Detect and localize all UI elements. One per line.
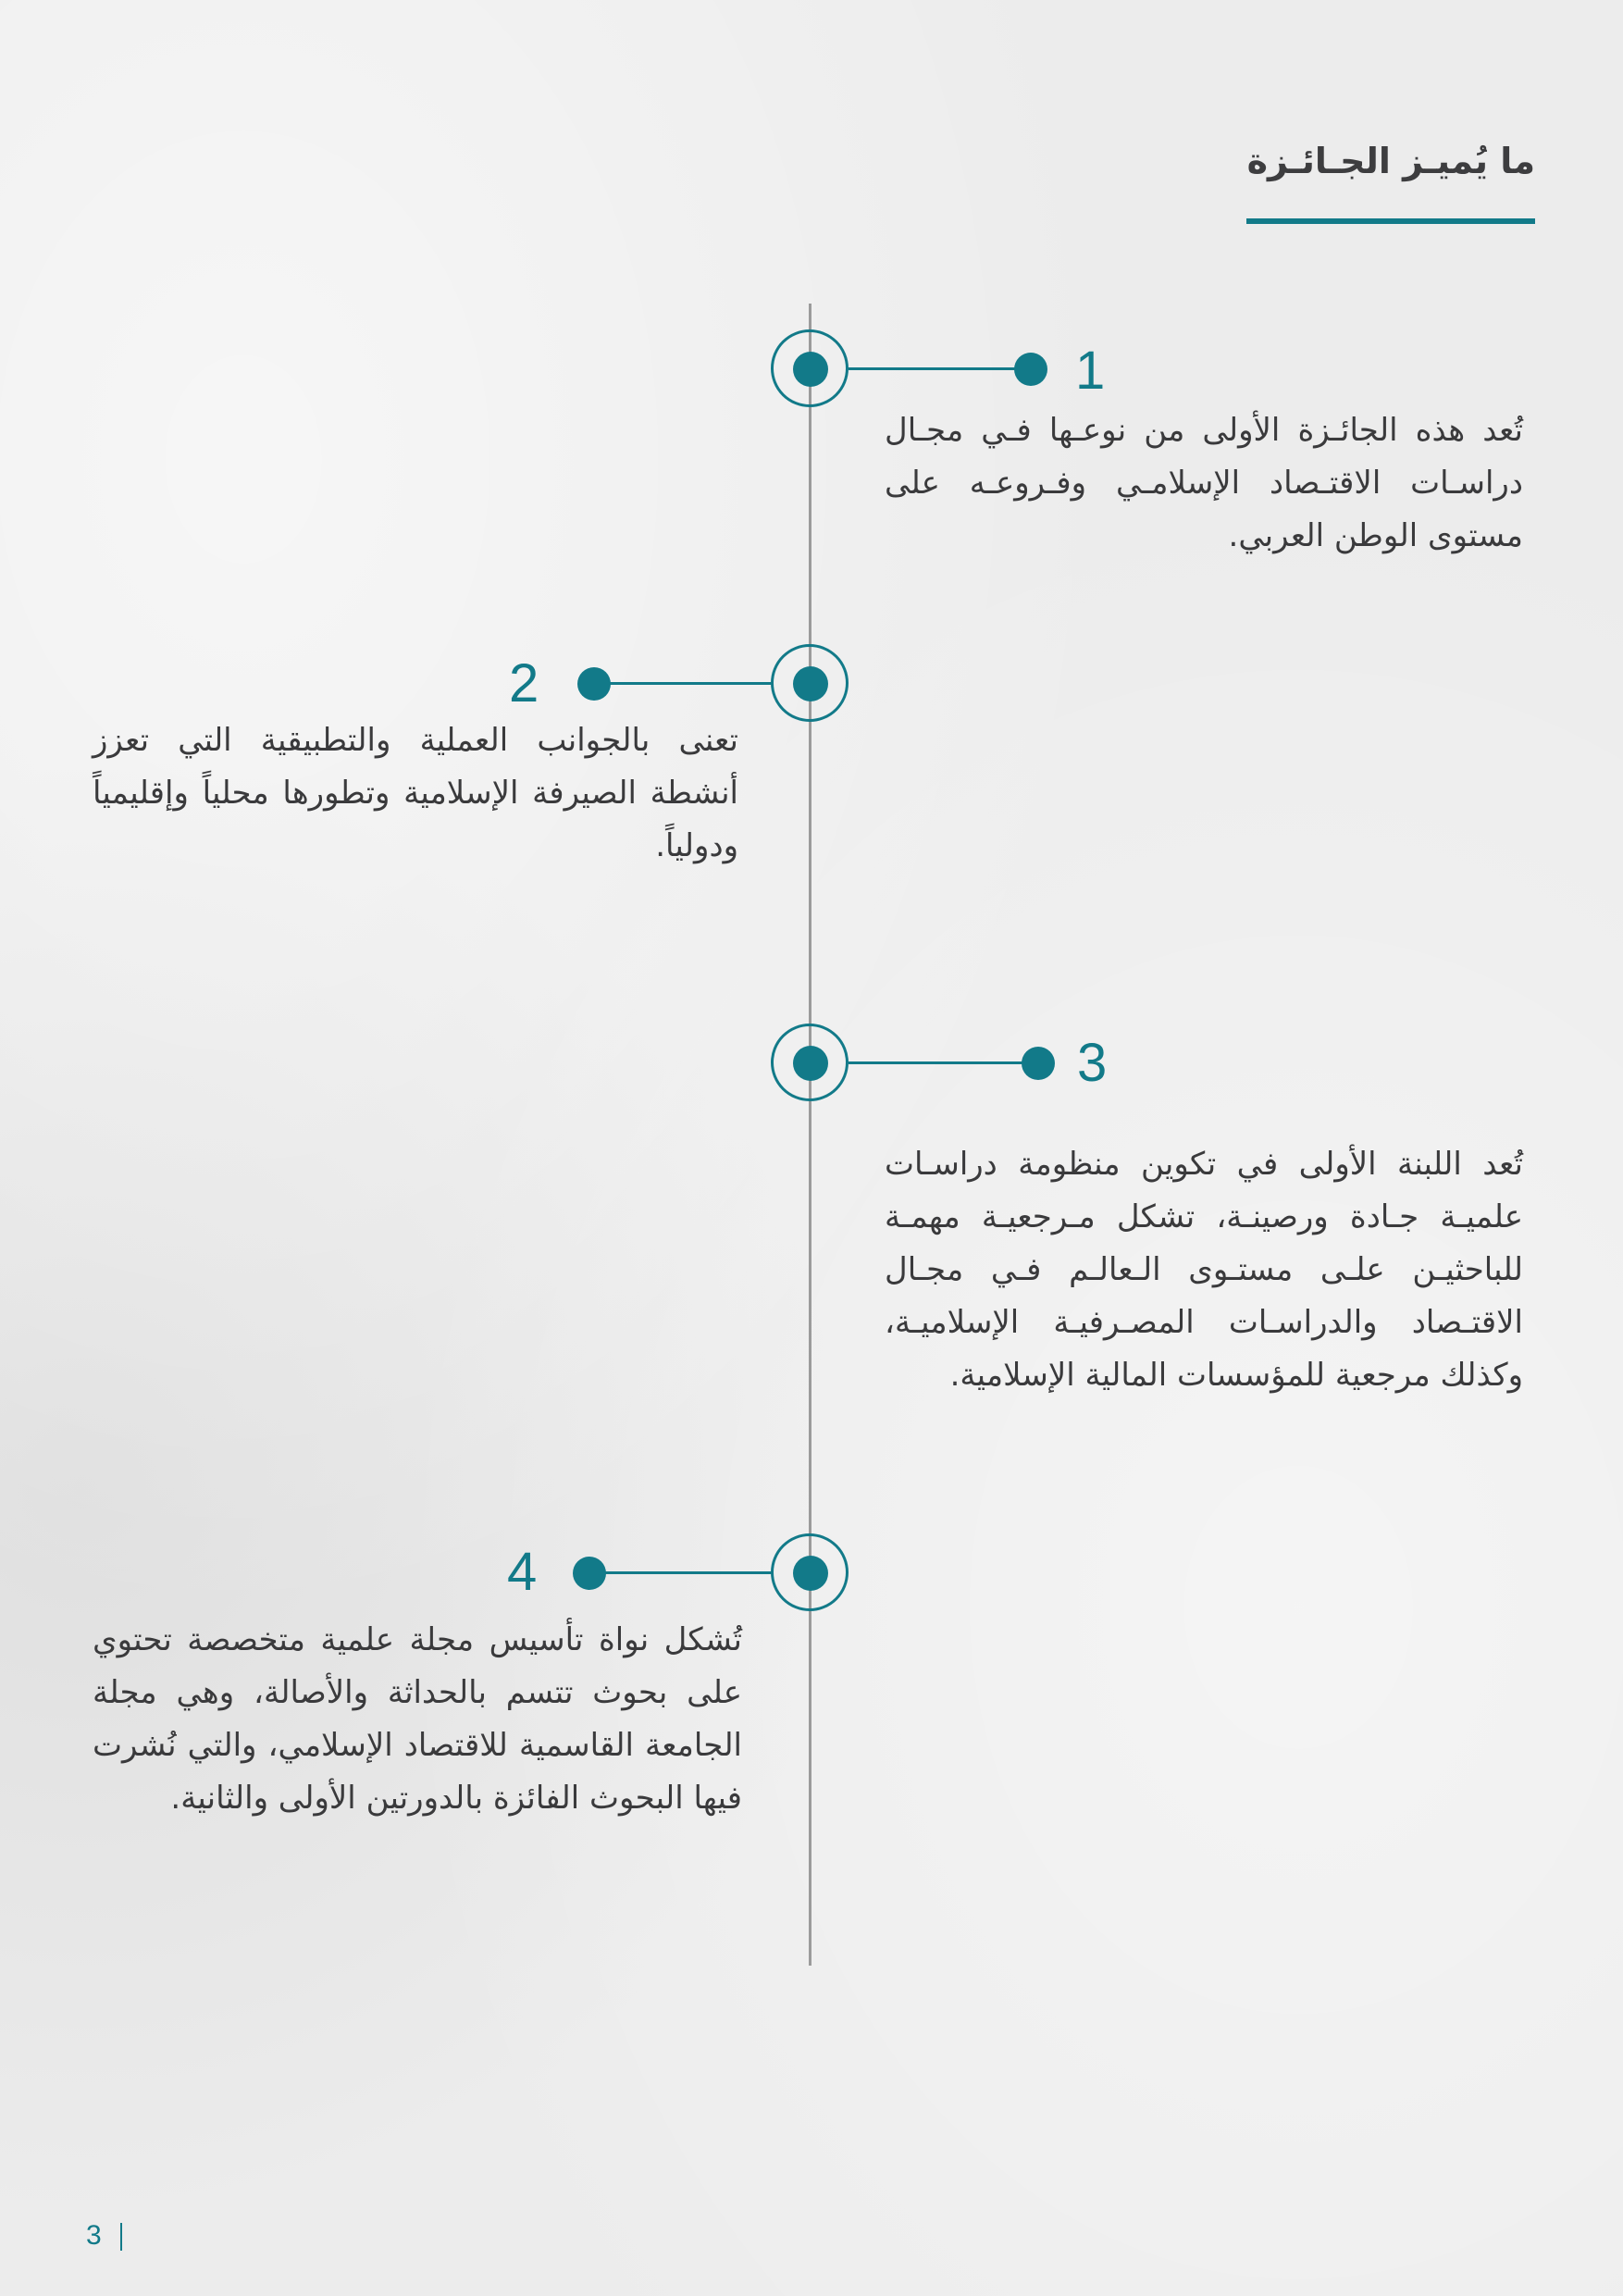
item-text-4: تُشكل نواة تأسيس مجلة علمية متخصصة تحتوي على بحوث تتسم بالحداثة والأصالة، وهي مجلة الجامعة القاسمية للاقتصاد الإسلامي، والتي نُشرت فيها البحوث الفائزة بالدورتين الأولى والثانية. [93, 1621, 742, 1817]
connector-end-dot-3 [1022, 1047, 1055, 1080]
timeline-node-dot-4 [793, 1556, 828, 1591]
item-text-2: تعنى بالجوانب العملية والتطبيقية التي تعزز أنشطة الصيرفة الإسلامية وتطورها محلياً وإقليمياً ودولياً. [93, 722, 738, 864]
page-number: 3 [86, 2220, 102, 2251]
item-number-3: 3 [1077, 1033, 1108, 1093]
page-number-divider [120, 2223, 122, 2251]
timeline-line [809, 304, 812, 1966]
item-text-1: تُعد هذه الجائـزة الأولى من نوعـها فـي مجـال دراسـات الاقتـصاد الإسلامـي وفـروعـه على مستوى الوطن العربي. [885, 412, 1523, 554]
timeline-node-dot-3 [793, 1046, 828, 1081]
connector-1 [849, 367, 1032, 370]
connector-end-dot-1 [1014, 353, 1047, 386]
page-number-footer [86, 2220, 122, 2252]
connector-end-dot-4 [573, 1557, 606, 1590]
timeline-node-dot-1 [793, 352, 828, 387]
connector-4 [588, 1571, 772, 1574]
item-number-4: 4 [507, 1542, 538, 1602]
timeline-node-dot-2 [793, 666, 828, 701]
item-number-1: 1 [1075, 341, 1106, 401]
connector-3 [849, 1061, 1039, 1064]
item-text-3: تُعد اللبنة الأولى في تكوين منظومة دراسـات علميـة جـادة ورصينـة، تشكل مـرجعيـة مهمـة للباحثيـن علـى مستـوى الـعالـم فـي مجـال الاقتـصاد والدراسـات المصـرفيـة الإسلاميـة، وكذلك مرجعية للمؤسسات المالية الإسلامية. [885, 1146, 1523, 1394]
connector-2 [592, 682, 772, 685]
page-title: ما يُميـز الجـائـزة [1246, 141, 1535, 181]
connector-end-dot-2 [577, 667, 611, 701]
title-underline [1246, 218, 1535, 224]
item-number-2: 2 [509, 653, 539, 714]
